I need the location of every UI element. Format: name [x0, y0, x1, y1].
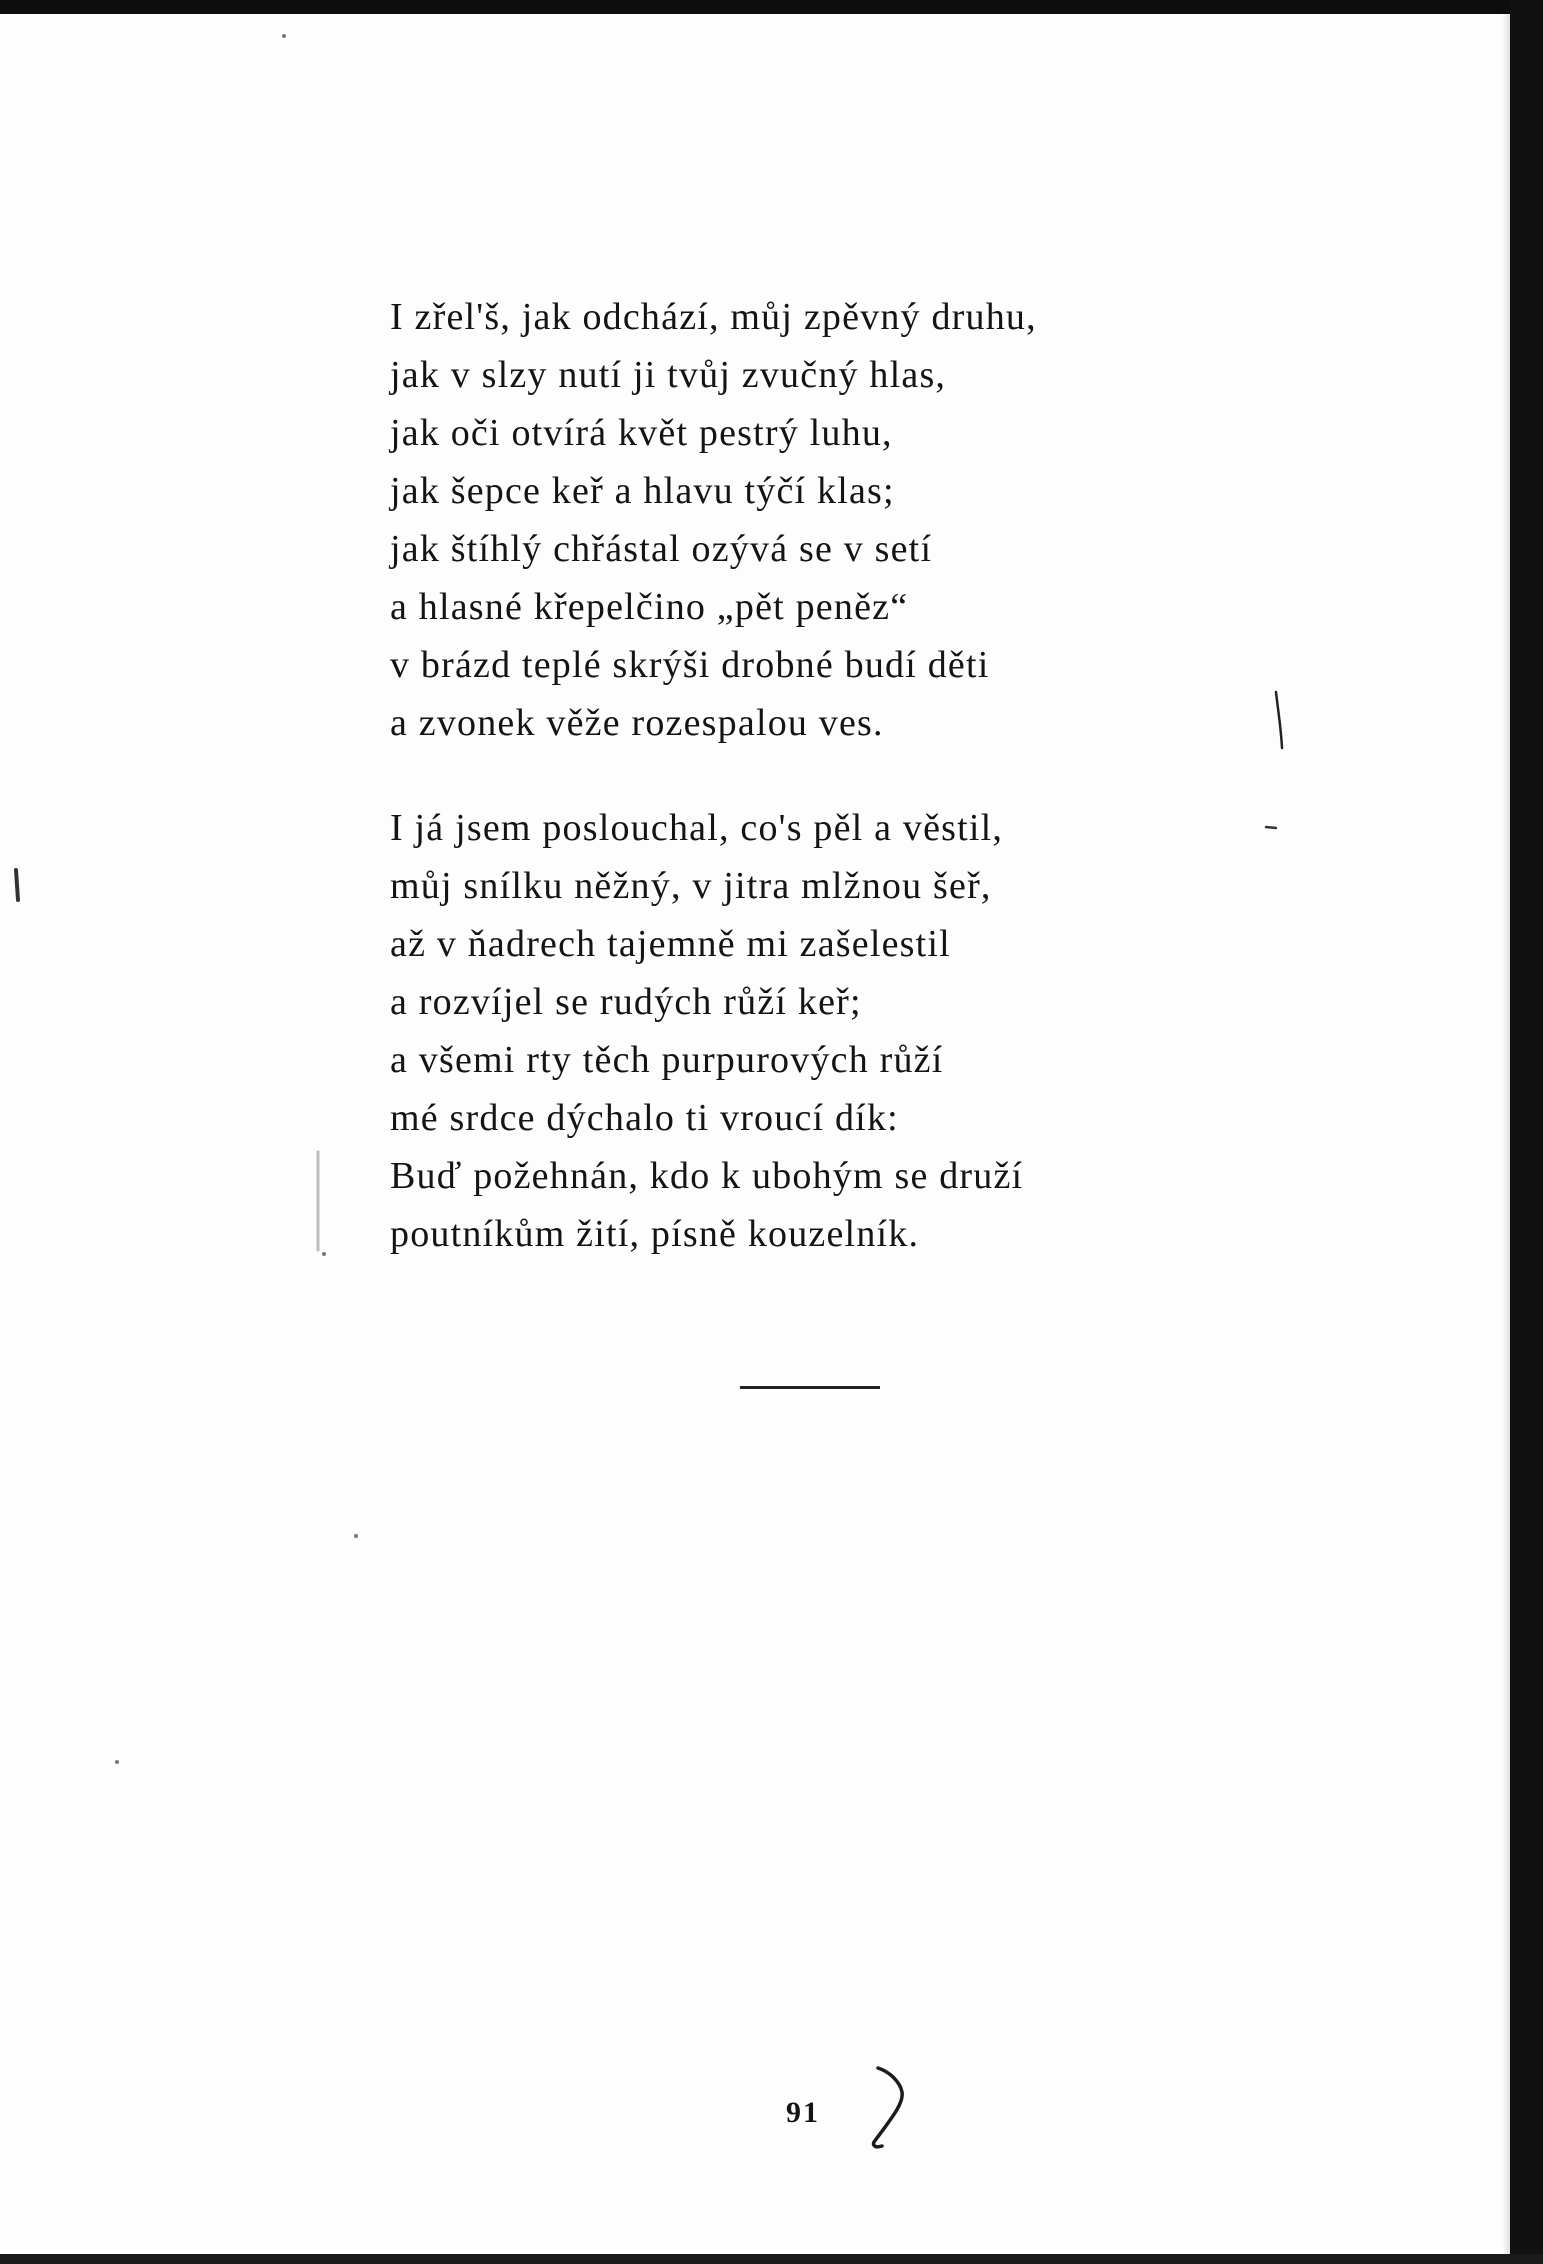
scan-border-right	[1510, 0, 1543, 2264]
poem-line: poutníkům žití, písně kouzelník.	[390, 1213, 920, 1255]
paper-speck	[322, 1252, 326, 1256]
poem-line: až v ňadrech tajemně mi zašelestil	[390, 923, 951, 965]
margin-dash-icon	[1264, 822, 1280, 832]
page-number: 91	[786, 2096, 820, 2129]
poem-line: můj snílku něžný, v jitra mlžnou šeř,	[390, 865, 992, 907]
poem-line: a všemi rty těch purpurových růží	[390, 1039, 944, 1081]
poem-line: v brázd teplé skrýši drobné budí děti	[390, 644, 990, 686]
paper-speck	[354, 1534, 358, 1538]
paper-speck	[282, 34, 286, 38]
poem-line: jak oči otvírá květ pestrý luhu,	[390, 412, 893, 454]
stanza-2	[390, 799, 1390, 1263]
left-margin-mark-icon	[10, 866, 30, 906]
section-divider	[740, 1386, 880, 1389]
poem-line: jak šepce keř a hlavu týčí klas;	[390, 470, 895, 512]
poem-line: I zřel'š, jak odchází, můj zpěvný druhu,	[390, 296, 1037, 338]
margin-tick-icon	[1272, 690, 1286, 750]
poem-line: a hlasné křepelčino „pět peněz“	[390, 586, 909, 628]
poem-line: Buď požehnán, kdo k ubohým se druží	[390, 1155, 1024, 1197]
faint-margin-line-icon	[312, 1150, 324, 1260]
scan-border-bottom	[0, 2254, 1543, 2264]
poem-line: I já jsem poslouchal, co's pěl a věstil,	[390, 807, 1004, 849]
poem-line: jak v slzy nutí ji tvůj zvučný hlas,	[390, 354, 947, 396]
poem-line: mé srdce dýchalo ti vroucí dík:	[390, 1097, 899, 1139]
paper-speck	[115, 1760, 119, 1764]
scan-border-top	[0, 0, 1543, 14]
poem	[390, 288, 1390, 1310]
poem-line: a rozvíjel se rudých růží keř;	[390, 981, 862, 1023]
handwritten-mark-icon	[860, 2062, 920, 2152]
poem-line: jak štíhlý chřástal ozývá se v setí	[390, 528, 933, 570]
poem-line: a zvonek věže rozespalou ves.	[390, 702, 884, 744]
stanza-1	[390, 288, 1390, 752]
